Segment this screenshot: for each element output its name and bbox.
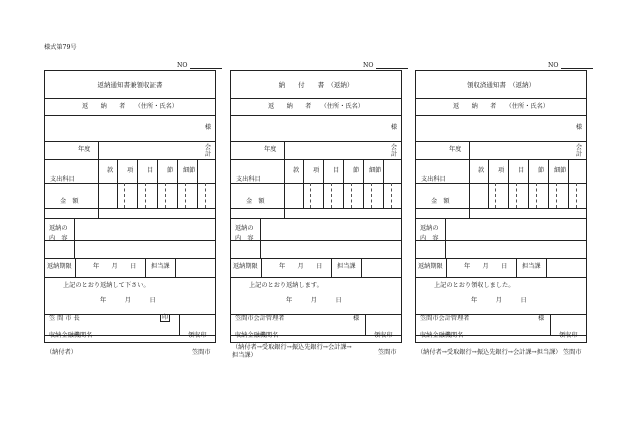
form-title: 納 付 書 （返納）: [278, 81, 354, 89]
account-col-header: 節: [538, 167, 545, 174]
grid-line: [231, 258, 401, 259]
account-col-header: 節: [167, 167, 174, 174]
department-label: 担当課: [337, 263, 356, 270]
no-field: [363, 62, 408, 69]
grid-line: [416, 258, 586, 259]
grid-line: [157, 159, 158, 208]
grid-line: [371, 183, 372, 208]
grid-line: [45, 141, 215, 142]
grid-line: [416, 240, 586, 241]
content-label-line2: 内 容: [420, 235, 439, 242]
seal-mark: 印: [162, 314, 169, 321]
bank-name-label: 収納金融機関名: [49, 332, 93, 339]
sama-label: 様: [204, 124, 211, 131]
grid-line: [495, 183, 496, 208]
grid-line: [343, 159, 344, 208]
grid-line: [231, 115, 401, 116]
grid-line: [556, 183, 557, 208]
grid-line: [45, 277, 215, 278]
grid-line: [45, 240, 215, 241]
signer-label: 笠間市会計管理者: [420, 315, 470, 322]
account-col-header: 款: [107, 167, 114, 174]
city-label: 笠間市: [192, 349, 211, 356]
grid-line: [488, 159, 489, 208]
grid-line: [568, 159, 569, 208]
receipt-seal-label: 領収印: [188, 332, 207, 339]
grid-line: [548, 159, 549, 208]
grid-line: [310, 183, 311, 208]
grid-line: [469, 159, 470, 208]
grid-line: [546, 258, 547, 277]
grid-line: [117, 159, 118, 208]
grid-line: [469, 141, 470, 159]
grid-line: [175, 258, 176, 277]
city-label: 笠間市: [563, 349, 582, 356]
deadline-date: 年 月 日: [93, 263, 137, 270]
account-col-header: 項: [313, 167, 320, 174]
no-value-line: [190, 62, 222, 69]
grid-line: [231, 218, 401, 219]
account-label: 支出科目: [421, 176, 446, 183]
account-col-header: 目: [147, 167, 154, 174]
content-label-line2: 内 容: [235, 235, 254, 242]
issue-date: 年 月 日: [471, 297, 527, 304]
deadline-label: 返納期限: [418, 263, 443, 270]
account-col-header: 項: [127, 167, 134, 174]
signer-sama: 様: [353, 315, 360, 322]
bank-name-label: 収納金融機関名: [420, 332, 464, 339]
nendo-label: 年度: [264, 146, 277, 153]
grid-line: [416, 98, 586, 99]
grid-line: [331, 183, 332, 208]
account-col-header: 細節: [183, 167, 196, 174]
grid-line: [284, 141, 285, 159]
grid-line: [137, 159, 138, 208]
routing-note-line1: （納付者→受取銀行→振込先銀行→会計課→: [232, 344, 352, 351]
department-label: 担当課: [151, 263, 170, 270]
grid-line: [231, 141, 401, 142]
kaikei-label: 会 計: [204, 144, 211, 158]
routing-note: （納付者）: [46, 349, 77, 356]
grid-line: [528, 159, 529, 208]
grid-line: [576, 183, 577, 208]
grid-line: [361, 258, 362, 277]
grid-line: [145, 183, 146, 208]
content-label-line1: 返納の: [420, 225, 439, 232]
form-number: 様式第79号: [44, 44, 77, 51]
account-col-header: 細節: [369, 167, 382, 174]
grid-line: [205, 183, 206, 208]
grid-line: [261, 258, 262, 277]
grid-line: [550, 314, 551, 335]
grid-line: [323, 159, 324, 208]
receipt-seal-label: 領収印: [559, 332, 578, 339]
grid-line: [416, 277, 586, 278]
grid-line: [231, 159, 401, 160]
grid-line: [98, 141, 99, 159]
no-value-line: [561, 62, 593, 69]
grid-line: [124, 183, 125, 208]
grid-line: [177, 159, 178, 208]
deadline-label: 返納期限: [47, 263, 72, 270]
grid-line: [536, 183, 537, 208]
form-2: [230, 70, 402, 343]
amount-label: 金 額: [431, 198, 450, 205]
no-label: NO: [548, 62, 559, 69]
deadline-label: 返納期限: [233, 263, 258, 270]
grid-line: [351, 183, 352, 208]
deadline-date: 年 月 日: [279, 263, 323, 270]
payer-header: 返 納 者 （住所・氏名）: [268, 103, 364, 110]
department-label: 担当課: [522, 263, 541, 270]
grid-line: [383, 159, 384, 208]
grid-line: [391, 183, 392, 208]
form-title: 返納通知書兼領収証書: [97, 81, 163, 89]
grid-line: [185, 183, 186, 208]
grid-line: [446, 258, 447, 277]
routing-note-line2: 担当課）: [232, 352, 257, 359]
grid-line: [45, 98, 215, 99]
signer-label: 笠間市会計管理者: [235, 315, 285, 322]
signer-sama: 様: [538, 315, 545, 322]
kaikei-label: 会 計: [575, 144, 582, 158]
form-1: [44, 70, 216, 343]
grid-line: [45, 208, 215, 209]
account-col-header: 細節: [554, 167, 567, 174]
grid-line: [508, 159, 509, 208]
grid-line: [165, 183, 166, 208]
grid-line: [179, 314, 180, 335]
grid-line: [416, 159, 586, 160]
account-col-header: 節: [353, 167, 360, 174]
sama-label: 様: [390, 124, 397, 131]
account-col-header: 款: [293, 167, 300, 174]
grid-line: [98, 208, 99, 218]
content-label-line1: 返納の: [235, 225, 254, 232]
content-label-line2: 内 容: [49, 235, 68, 242]
payer-header: 返 納 者 （住所・氏名）: [453, 103, 549, 110]
grid-line: [45, 258, 215, 259]
no-label: NO: [363, 62, 374, 69]
account-label: 支出科目: [236, 176, 261, 183]
receipt-seal-label: 領収印: [374, 332, 393, 339]
grid-line: [416, 141, 586, 142]
grid-line: [516, 258, 517, 277]
no-label: NO: [177, 62, 188, 69]
routing-note: （納付者→受取銀行→振込先銀行→会計課→担当課）: [417, 349, 562, 356]
account-col-header: 項: [498, 167, 505, 174]
statement-text: 上記のとおり返納します。: [249, 282, 323, 289]
statement-text: 上記のとおり返納して下さい。: [63, 282, 150, 289]
statement-text: 上記のとおり領収しました。: [434, 282, 515, 289]
issue-date: 年 月 日: [100, 297, 156, 304]
grid-line: [416, 115, 586, 116]
nendo-label: 年度: [449, 146, 462, 153]
issue-date: 年 月 日: [286, 297, 342, 304]
grid-line: [145, 258, 146, 277]
form-title: 領収済通知書 （返納）: [466, 81, 536, 89]
grid-line: [75, 258, 76, 277]
account-label: 支出科目: [50, 176, 75, 183]
mayor-seal: [160, 314, 170, 322]
grid-line: [231, 98, 401, 99]
form-3: [415, 70, 587, 343]
grid-line: [98, 159, 99, 208]
amount-label: 金 額: [60, 198, 79, 205]
grid-line: [284, 208, 285, 218]
no-field: [548, 62, 593, 69]
no-field: [177, 62, 222, 69]
grid-line: [45, 115, 215, 116]
kaikei-label: 会 計: [390, 144, 397, 158]
grid-line: [303, 159, 304, 208]
grid-line: [365, 314, 366, 335]
nendo-label: 年度: [78, 146, 91, 153]
grid-line: [416, 218, 586, 219]
grid-line: [445, 218, 446, 258]
bank-name-label: 収納金融機関名: [235, 332, 279, 339]
city-label: 笠間市: [378, 349, 397, 356]
grid-line: [231, 277, 401, 278]
content-label-line1: 返納の: [49, 225, 68, 232]
grid-line: [231, 240, 401, 241]
grid-line: [469, 208, 470, 218]
grid-line: [284, 159, 285, 208]
grid-line: [516, 183, 517, 208]
signer-label: 笠 間 市 長: [49, 315, 80, 322]
grid-line: [331, 258, 332, 277]
payer-header: 返 納 者 （住所・氏名）: [82, 103, 178, 110]
deadline-date: 年 月 日: [464, 263, 508, 270]
account-col-header: 款: [478, 167, 485, 174]
grid-line: [363, 159, 364, 208]
amount-label: 金 額: [246, 198, 265, 205]
grid-line: [74, 218, 75, 258]
grid-line: [260, 218, 261, 258]
grid-line: [416, 208, 586, 209]
grid-line: [231, 208, 401, 209]
sama-label: 様: [575, 124, 582, 131]
account-col-header: 目: [518, 167, 525, 174]
no-value-line: [376, 62, 408, 69]
grid-line: [197, 159, 198, 208]
grid-line: [45, 218, 215, 219]
grid-line: [45, 159, 215, 160]
account-col-header: 目: [333, 167, 340, 174]
